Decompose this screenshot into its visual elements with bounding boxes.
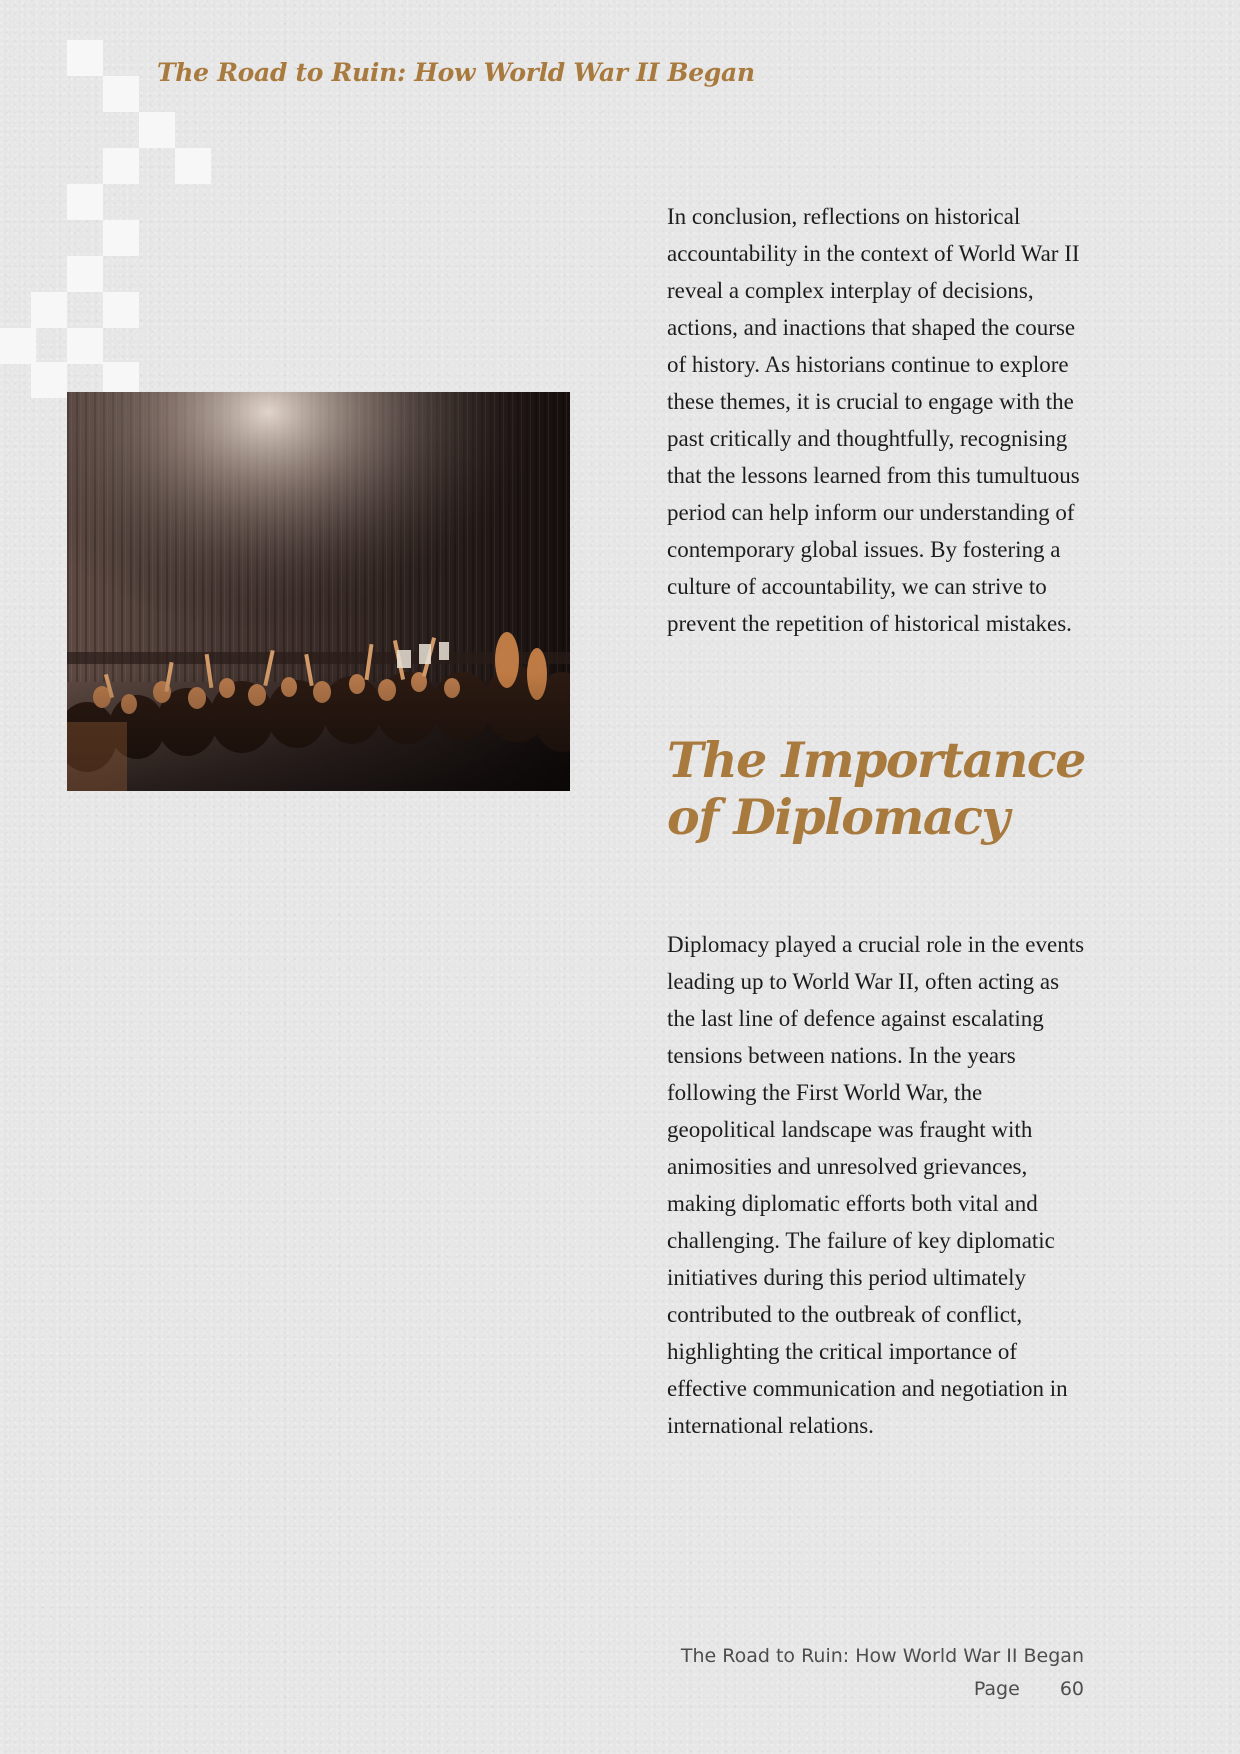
footer-book-title: The Road to Ruin: How World War II Began [680, 1645, 1084, 1667]
page-footer [681, 1640, 1084, 1706]
checker-pattern-decoration [0, 0, 220, 400]
running-header-title: The Road to Ruin: How World War II Began [157, 58, 755, 87]
crowd-photo [67, 392, 570, 791]
diplomacy-paragraph: Diplomacy played a crucial role in the events leading up to World War II, often acting as the last line of defence against escalating tensions between nations. In the years following the First World War, the geopolitical landscape was fraught with animosities and unresolved grievances, making diplomatic efforts both vital and challenging. The failure of key diplomatic initiatives during this period ultimately contributed to the outbreak of conflict, highlighting the critical importance of effective communication and negotiation in international relations. [667, 932, 1085, 1438]
footer-page-line [681, 1673, 1084, 1706]
conclusion-paragraph: In conclusion, reflections on historical accountability in the context of World War II reveal a complex interplay of decisions, actions, and inactions that shaped the course of history. As historians continue to explore these themes, it is crucial to engage with the past critically and thoughtfully, recognising that the lessons learned from this tumultuous period can help inform our understanding of contemporary global issues. By fostering a culture of accountability, we can strive to prevent the repetition of historical mistakes. [667, 204, 1080, 636]
footer-page-label: Page [973, 1678, 1020, 1700]
section-heading: The Importance of Diplomacy [667, 731, 1085, 846]
footer-page-number: 60 [1059, 1678, 1084, 1700]
